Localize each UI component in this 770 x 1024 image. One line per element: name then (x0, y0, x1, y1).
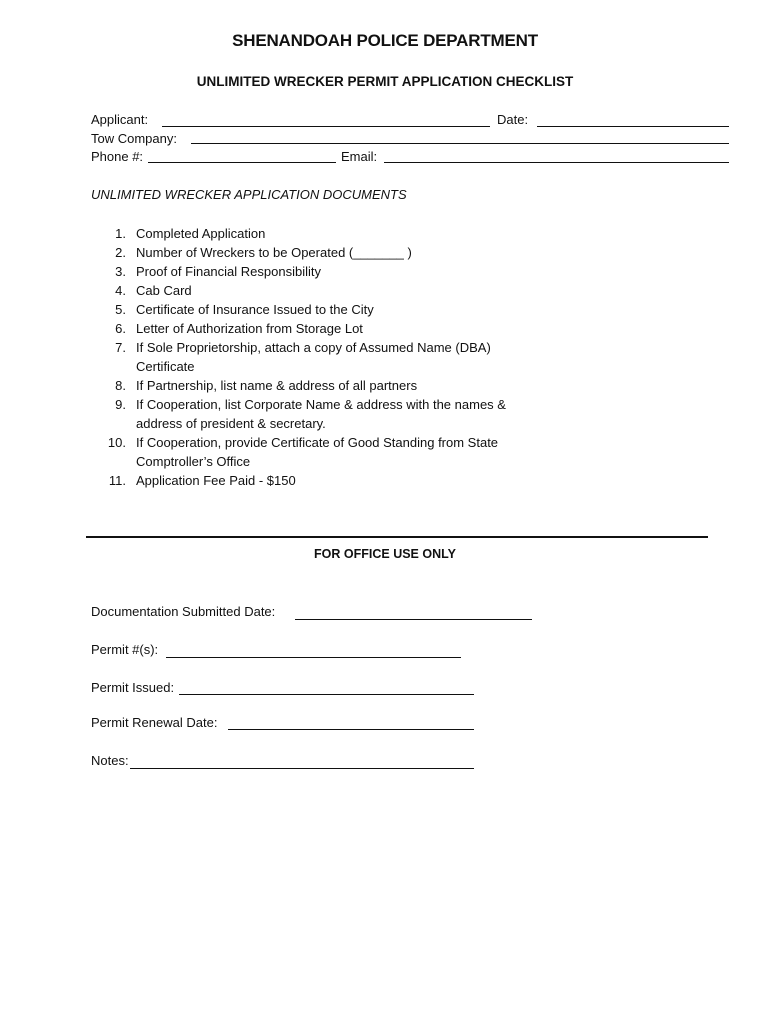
permit-number-field[interactable] (166, 657, 461, 658)
list-item-number: 3. (115, 264, 126, 279)
list-item-number: 1. (115, 226, 126, 241)
list-item-number: 7. (115, 340, 126, 355)
permit-issued-label: Permit Issued: (91, 680, 175, 695)
email-label: Email: (341, 149, 378, 164)
permit-issued-field[interactable] (179, 694, 474, 695)
applicant-label: Applicant: (91, 112, 149, 127)
list-item-text: Application Fee Paid - $150 (136, 473, 296, 488)
renewal-date-label: Permit Renewal Date: (91, 715, 218, 730)
list-item-text: Certificate of Insurance Issued to the City (136, 302, 374, 317)
list-item-text: Proof of Financial Responsibility (136, 264, 321, 279)
list-item-number: 9. (115, 397, 126, 412)
renewal-date-field[interactable] (228, 729, 474, 730)
list-item-text: If Partnership, list name & address of all partners (136, 378, 418, 393)
documents-list (100, 224, 560, 490)
list-item-text: Cab Card (136, 283, 192, 298)
list-item-text: If Cooperation, list Corporate Name & address with the names & address of president & secretary. (136, 397, 506, 431)
notes-label: Notes: (91, 753, 129, 768)
doc-submitted-label: Documentation Submitted Date: (91, 604, 276, 619)
list-item (100, 243, 560, 262)
list-item-text: If Cooperation, provide Certificate of Good Standing from State Comptroller’s Office (136, 435, 499, 469)
list-item (100, 262, 560, 281)
list-item-number: 10. (107, 435, 126, 450)
list-item (100, 433, 536, 471)
list-item-number: 5. (115, 302, 126, 317)
doc-submitted-field[interactable] (295, 619, 532, 620)
section-divider (86, 536, 708, 538)
list-item (100, 300, 560, 319)
applicant-field[interactable] (162, 126, 490, 127)
list-item (100, 281, 560, 300)
phone-field[interactable] (148, 162, 336, 163)
list-item-number: 11. (108, 473, 126, 488)
date-label: Date: (497, 112, 529, 127)
tow-company-label: Tow Company: (91, 131, 177, 146)
list-item (100, 395, 526, 433)
tow-company-field[interactable] (191, 143, 729, 144)
list-item-number: 8. (115, 378, 126, 393)
list-item-number: 6. (115, 321, 126, 336)
list-item-number: 2. (115, 245, 126, 260)
list-item (100, 471, 560, 490)
email-field[interactable] (384, 162, 729, 163)
permit-number-label: Permit #(s): (91, 642, 159, 657)
list-item-text: If Sole Proprietorship, attach a copy of Assumed Name (DBA) Certificate (136, 340, 491, 374)
phone-label: Phone #: (91, 149, 144, 164)
list-item (100, 338, 516, 376)
date-field[interactable] (537, 126, 729, 127)
page-title: SHENANDOAH POLICE DEPARTMENT (232, 31, 538, 50)
list-item (100, 224, 560, 243)
list-item (100, 319, 560, 338)
list-item-text: Number of Wreckers to be Operated (_______ ) (136, 245, 412, 260)
list-item-text: Letter of Authorization from Storage Lot (136, 321, 363, 336)
list-item (100, 376, 560, 395)
notes-field[interactable] (130, 768, 474, 769)
form-subtitle: UNLIMITED WRECKER PERMIT APPLICATION CHECKLIST (196, 74, 574, 89)
list-item-number: 4. (115, 283, 126, 298)
documents-heading: UNLIMITED WRECKER APPLICATION DOCUMENTS (91, 187, 407, 202)
office-use-heading: FOR OFFICE USE ONLY (314, 547, 456, 561)
list-item-text: Completed Application (136, 226, 266, 241)
